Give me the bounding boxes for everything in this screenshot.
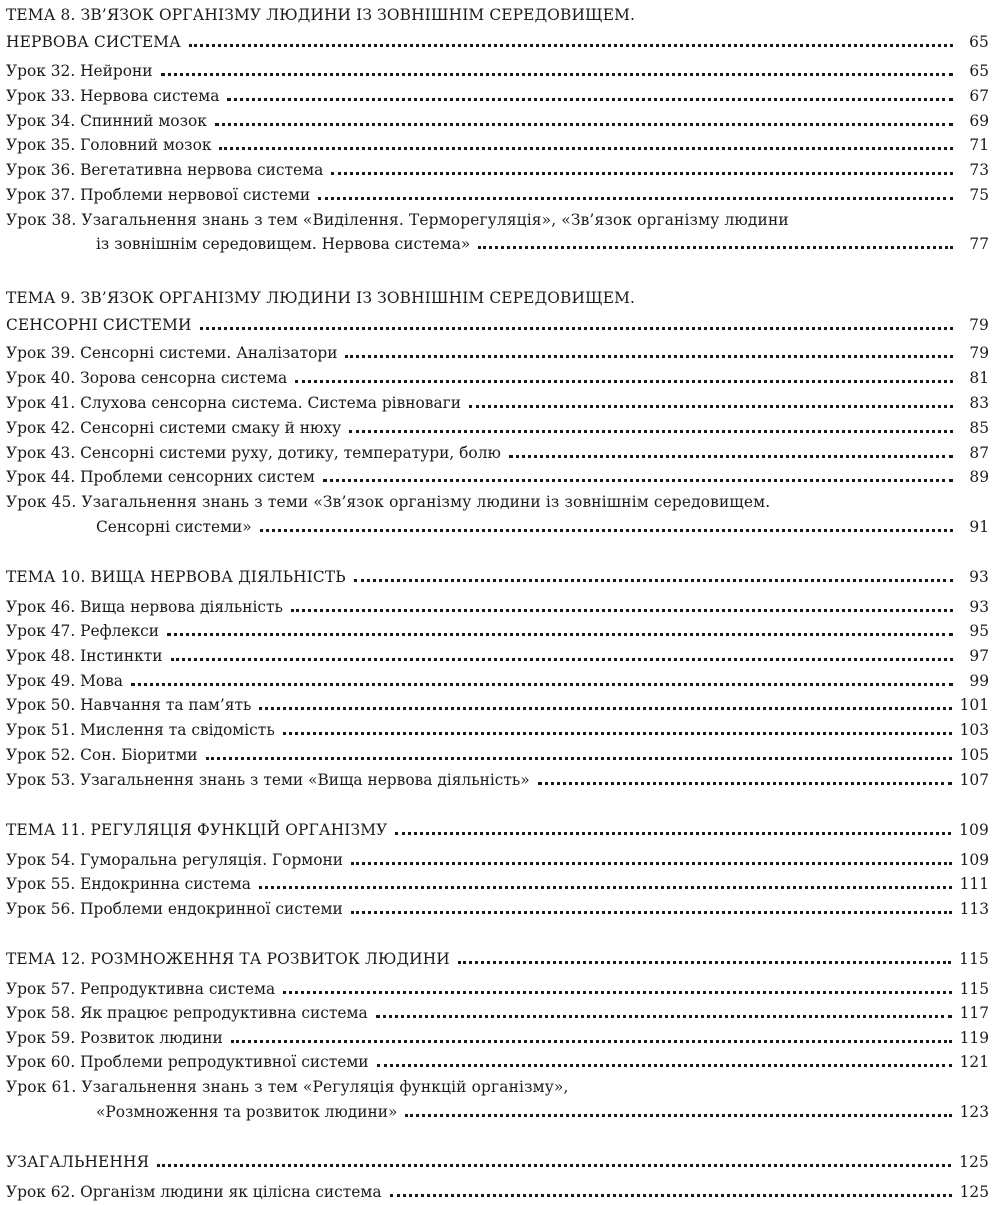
page-number: 113 [959, 900, 989, 918]
page-number: 123 [959, 1103, 989, 1121]
page-number: 65 [969, 33, 989, 51]
dot-leader [231, 1039, 952, 1043]
toc-entry-title: ТЕМА 9. ЗВ’ЯЗОК ОРГАНІЗМУ ЛЮДИНИ ІЗ ЗОВНІШНІМ СЕРЕДОВИЩЕМ. [6, 289, 636, 307]
toc-entry-title: Урок 46. Вища нервова діяльність [6, 598, 283, 616]
toc-entry-title: Урок 45. Узагальнення знань з теми «Зв’язок організму людини із зовнішнім середовищем. [6, 493, 771, 511]
page-number: 119 [959, 1029, 989, 1047]
toc-entry-title: Урок 47. Рефлекси [6, 622, 160, 640]
toc-entry-line [6, 1074, 569, 1100]
toc-entry-line [6, 157, 989, 183]
toc-entry-title: Урок 35. Головний мозок [6, 136, 212, 154]
toc-entry-title: Урок 56. Проблеми ендокринної системи [6, 900, 343, 918]
toc-entry-title: Урок 37. Проблеми нервової системи [6, 186, 311, 204]
dot-leader [167, 632, 953, 636]
toc-topic-line [6, 2, 635, 28]
toc-entry-title: Урок 42. Сенсорні системи смаку й нюху [6, 419, 342, 437]
toc-topic-line [6, 312, 989, 338]
page-number: 87 [969, 444, 989, 462]
toc-entry-line [6, 896, 989, 922]
toc-entry-title: Урок 41. Слухова сенсорна система. Система рівноваги [6, 394, 461, 412]
toc-entry-line [6, 1025, 989, 1051]
toc-topic-line [6, 946, 989, 972]
toc-entry-title: Урок 61. Узагальнення знань з тем «Регуляція функцій організму», [6, 1078, 569, 1096]
toc-topic-line [6, 29, 989, 55]
page-number: 91 [969, 518, 989, 536]
page-number: 75 [969, 186, 989, 204]
dot-leader [189, 43, 953, 47]
toc-entry-title: Урок 52. Сон. Біоритми [6, 746, 198, 764]
page-number: 105 [959, 746, 989, 764]
toc-entry-title: Урок 49. Мова [6, 672, 123, 690]
toc-entry-title: Урок 34. Спинний мозок [6, 112, 207, 130]
page-number: 97 [969, 647, 989, 665]
toc-entry-title: Урок 44. Проблеми сенсорних систем [6, 468, 315, 486]
dot-leader [295, 379, 953, 383]
page-number: 79 [969, 316, 989, 334]
dot-leader [390, 1193, 952, 1197]
toc-entry-title: Урок 53. Узагальнення знань з теми «Вища нервова діяльність» [6, 771, 530, 789]
toc-entry-title: ТЕМА 10. ВИЩА НЕРВОВА ДІЯЛЬНІСТЬ [6, 568, 346, 586]
toc-entry-line [6, 847, 989, 873]
page-number: 71 [969, 136, 989, 154]
dot-leader [349, 429, 953, 433]
toc-entry-line [6, 415, 989, 441]
page-number: 109 [959, 851, 989, 869]
dot-leader [291, 608, 953, 612]
page-number: 111 [959, 875, 989, 893]
toc-entry-line [96, 1099, 989, 1125]
page-number: 107 [959, 771, 989, 789]
page-number: 115 [959, 950, 989, 968]
toc-entry-line [6, 594, 989, 620]
dot-leader [206, 756, 952, 760]
dot-leader [227, 97, 953, 101]
dot-leader [283, 731, 952, 735]
toc-entry-title: НЕРВОВА СИСТЕМА [6, 33, 181, 51]
toc-entry-title: Урок 55. Ендокринна система [6, 875, 251, 893]
dot-leader [200, 326, 953, 330]
page-number: 83 [969, 394, 989, 412]
toc-entry-line [6, 440, 989, 466]
toc-entry-title: із зовнішнім середовищем. Нервова система» [96, 235, 471, 253]
dot-leader [354, 578, 953, 582]
toc-entry-line [6, 132, 989, 158]
toc-entry-title: ТЕМА 12. РОЗМНОЖЕННЯ ТА РОЗВИТОК ЛЮДИНИ [6, 950, 450, 968]
toc-entry-title: Урок 54. Гуморальна регуляція. Гормони [6, 851, 344, 869]
page-number: 99 [969, 672, 989, 690]
page-number: 79 [969, 344, 989, 362]
dot-leader [376, 1014, 952, 1018]
page-number: 93 [969, 598, 989, 616]
dot-leader [351, 861, 952, 865]
page-number: 81 [969, 369, 989, 387]
toc-entry-line [6, 464, 989, 490]
page-number: 117 [959, 1004, 989, 1022]
dot-leader [157, 1163, 951, 1167]
toc-entry-title: Урок 59. Розвиток людини [6, 1029, 223, 1047]
toc-entry-title: Урок 36. Вегетативна нервова система [6, 161, 324, 179]
toc-topic-line [6, 564, 989, 590]
toc-entry-title: Урок 43. Сенсорні системи руху, дотику, температури, болю [6, 444, 501, 462]
dot-leader [171, 657, 954, 661]
toc-entry-line [96, 514, 989, 540]
toc-entry-title: Урок 38. Узагальнення знань з тем «Виділення. Терморегуляція», «Зв’язок організму людини [6, 211, 789, 229]
toc-topic-line [6, 285, 635, 311]
toc-entry-title: Урок 60. Проблеми репродуктивної системи [6, 1053, 369, 1071]
toc-entry-line [6, 692, 989, 718]
toc-entry-line [6, 207, 789, 233]
toc-entry-line [6, 668, 989, 694]
dot-leader [323, 478, 953, 482]
dot-leader [215, 122, 953, 126]
dot-leader [161, 72, 953, 76]
toc-entry-line [6, 976, 989, 1002]
toc-entry-title: Урок 39. Сенсорні системи. Аналізатори [6, 344, 338, 362]
toc-entry-line [6, 83, 989, 109]
dot-leader [259, 706, 951, 710]
page-number: 109 [959, 821, 989, 839]
toc-entry-title: Урок 48. Інстинкти [6, 647, 163, 665]
toc-entry-line [6, 365, 989, 391]
dot-leader [478, 245, 953, 249]
page-number: 77 [969, 235, 989, 253]
toc-entry-line [6, 108, 989, 134]
toc-entry-line [6, 742, 989, 768]
toc-entry-title: Сенсорні системи» [96, 518, 252, 536]
toc-entry-title: Урок 62. Організм людини як цілісна система [6, 1183, 382, 1201]
toc-entry-title: Урок 58. Як працює репродуктивна система [6, 1004, 368, 1022]
toc-entry-line [6, 643, 989, 669]
dot-leader [259, 885, 952, 889]
page-number: 115 [959, 980, 989, 998]
toc-entry-line [6, 1000, 989, 1026]
dot-leader [318, 196, 953, 200]
toc-entry-line [6, 340, 989, 366]
dot-leader [351, 910, 952, 914]
dot-leader [405, 1113, 951, 1117]
page-number: 69 [969, 112, 989, 130]
page-number: 93 [969, 568, 989, 586]
toc-topic-line [6, 817, 989, 843]
page-number: 121 [959, 1053, 989, 1071]
page-number: 73 [969, 161, 989, 179]
page-number: 125 [959, 1153, 989, 1171]
page-number: 95 [969, 622, 989, 640]
toc-entry-title: Урок 40. Зорова сенсорна система [6, 369, 288, 387]
toc-entry-title: Урок 32. Нейрони [6, 62, 153, 80]
dot-leader [283, 990, 951, 994]
toc-entry-title: Урок 33. Нервова система [6, 87, 220, 105]
page-number: 125 [959, 1183, 989, 1201]
dot-leader [377, 1063, 952, 1067]
page-number: 103 [959, 721, 989, 739]
dot-leader [395, 831, 951, 835]
toc-entry-line [6, 182, 989, 208]
toc-entry-line [6, 489, 770, 515]
dot-leader [509, 454, 953, 458]
toc-entry-line [96, 231, 989, 257]
toc-entry-title: Урок 50. Навчання та пам’ять [6, 696, 252, 714]
toc-entry-line [6, 58, 989, 84]
dot-leader [458, 960, 951, 964]
toc-entry-title: ТЕМА 8. ЗВ’ЯЗОК ОРГАНІЗМУ ЛЮДИНИ ІЗ ЗОВНІШНІМ СЕРЕДОВИЩЕМ. [6, 6, 636, 24]
toc-entry-title: УЗАГАЛЬНЕННЯ [6, 1153, 150, 1171]
dot-leader [538, 781, 952, 785]
toc-entry-line [6, 871, 989, 897]
toc-entry-line [6, 1179, 989, 1205]
page-number: 101 [959, 696, 989, 714]
toc-topic-line [6, 1149, 989, 1175]
toc-entry-title: Урок 57. Репродуктивна система [6, 980, 276, 998]
toc-entry-line [6, 767, 989, 793]
dot-leader [345, 354, 953, 358]
toc-entry-line [6, 1049, 989, 1075]
page-number: 65 [969, 62, 989, 80]
toc-entry-title: Урок 51. Мислення та свідомість [6, 721, 275, 739]
dot-leader [469, 404, 953, 408]
toc-entry-title: «Розмноження та розвиток людини» [96, 1103, 398, 1121]
dot-leader [219, 146, 953, 150]
page-number: 67 [969, 87, 989, 105]
dot-leader [260, 528, 953, 532]
page-number: 85 [969, 419, 989, 437]
toc-entry-title: СЕНСОРНІ СИСТЕМИ [6, 316, 192, 334]
page-number: 89 [969, 468, 989, 486]
toc-entry-title: ТЕМА 11. РЕГУЛЯЦІЯ ФУНКЦІЙ ОРГАНІЗМУ [6, 821, 388, 839]
toc-entry-line [6, 390, 989, 416]
toc-entry-line [6, 618, 989, 644]
dot-leader [131, 682, 953, 686]
dot-leader [331, 171, 953, 175]
toc-entry-line [6, 717, 989, 743]
